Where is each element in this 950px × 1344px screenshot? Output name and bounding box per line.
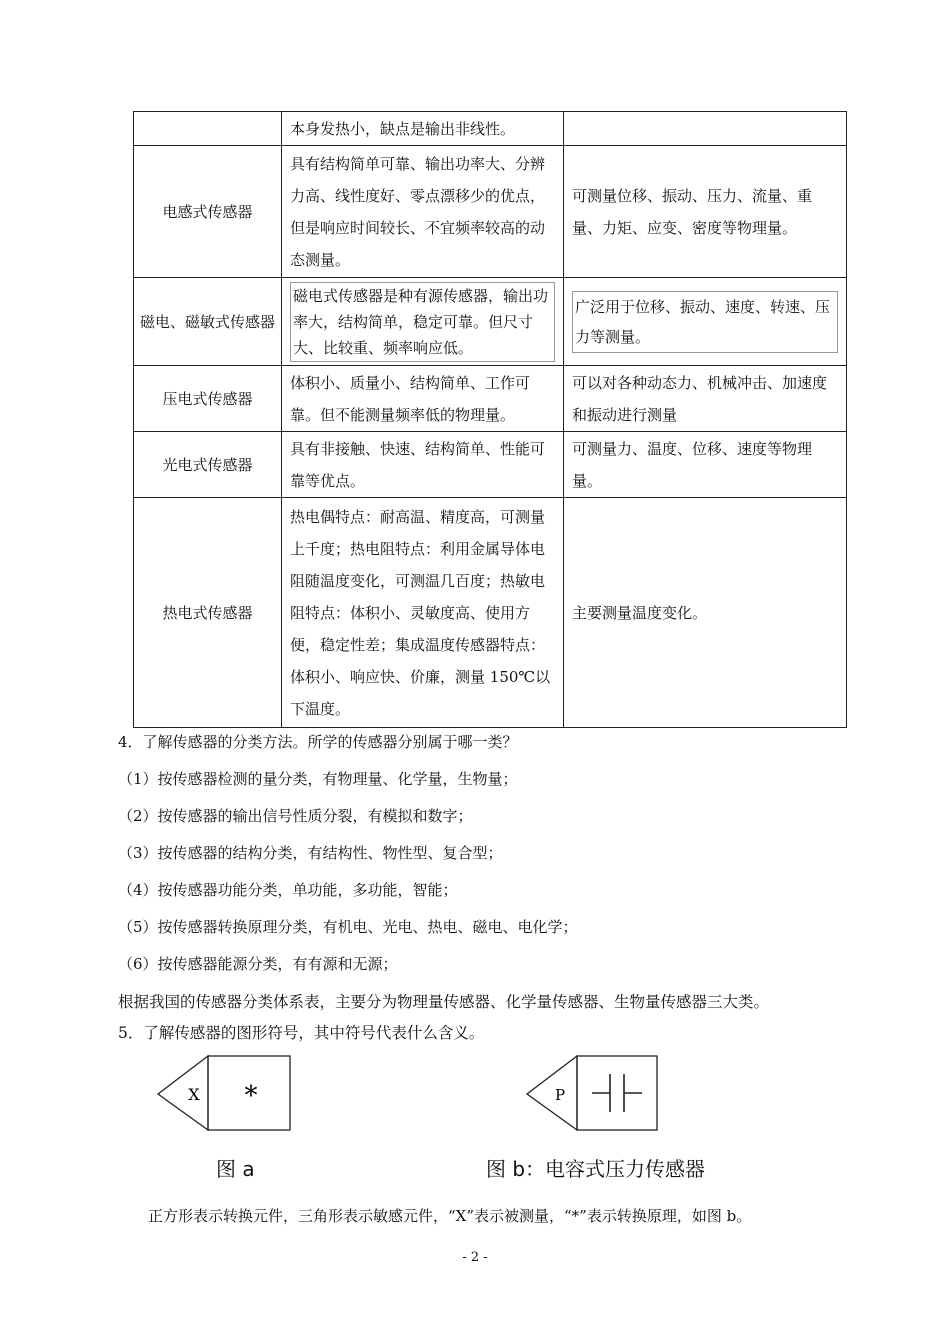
table-row bbox=[134, 112, 847, 146]
section-4-heading: 4．了解传感器的分类方法。所学的传感器分别属于哪一类？ bbox=[118, 733, 518, 751]
sensor-name-cell bbox=[134, 112, 282, 146]
use-cell: 可测量位移、振动、压力、流量、重量、力矩、应变、密度等物理量。 bbox=[564, 146, 847, 278]
use-cell: 主要测量温度变化。 bbox=[564, 498, 847, 728]
list-item: （3）按传感器的结构分类，有结构性、物性型、复合型； bbox=[118, 844, 503, 862]
use-cell: 可以对各种动态力、机械冲击、加速度和振动进行测量 bbox=[564, 366, 847, 432]
table-row bbox=[134, 146, 847, 278]
figure-b-caption: 图 b：电容式压力传感器 bbox=[486, 1157, 706, 1181]
triangle-sensitive-element bbox=[158, 1056, 208, 1130]
sensor-name-cell: 磁电、磁敏式传感器 bbox=[134, 278, 282, 366]
measured-quantity-label: X bbox=[188, 1085, 200, 1104]
use-cell bbox=[564, 112, 847, 146]
principle-label: * bbox=[244, 1081, 258, 1111]
feature-text-box: 磁电式传感器是种有源传感器，输出功率大，结构简单，稳定可靠。但尺寸大、比较重、频率响应低。 bbox=[290, 282, 555, 362]
sensor-table bbox=[133, 111, 847, 728]
square-conversion-element bbox=[577, 1056, 657, 1130]
feature-cell: 热电偶特点：耐高温、精度高，可测量上千度；热电阻特点：利用金属导体电阻随温度变化，可测温几百度；热敏电阻特点：体积小、灵敏度高、使用方便，稳定性差；集成温度传感器特点：体积小、响应快、价廉，测量 150℃以下温度。 bbox=[282, 498, 564, 728]
classification-summary: 根据我国的传感器分类体系表，主要分为物理量传感器、化学量传感器、生物量传感器三大类。 bbox=[118, 993, 770, 1011]
list-item: （4）按传感器功能分类，单功能，多功能，智能； bbox=[118, 881, 458, 899]
triangle-sensitive-element bbox=[527, 1056, 577, 1130]
list-item: （6）按传感器能源分类，有有源和无源； bbox=[118, 955, 398, 973]
page-number: - 2 - bbox=[462, 1250, 488, 1265]
list-item: （1）按传感器检测的量分类，有物理量、化学量，生物量； bbox=[118, 770, 518, 788]
feature-cell: 本身发热小，缺点是输出非线性。 bbox=[282, 112, 564, 146]
feature-cell: 具有结构简单可靠、输出功率大、分辨力高、线性度好、零点漂移少的优点，但是响应时间较长、不宜频率较高的动态测量。 bbox=[282, 146, 564, 278]
use-text-box: 广泛用于位移、振动、速度、转速、压力等测量。 bbox=[572, 291, 838, 353]
measured-quantity-label: P bbox=[554, 1086, 566, 1104]
sensor-name-cell: 电感式传感器 bbox=[134, 146, 282, 278]
table-row bbox=[134, 366, 847, 432]
section-5-heading: 5．了解传感器的图形符号，其中符号代表什么含义。 bbox=[118, 1024, 485, 1042]
capacitor-icon bbox=[592, 1074, 642, 1112]
sensor-symbol-a bbox=[150, 1050, 300, 1136]
table-row bbox=[134, 498, 847, 728]
sensor-name-cell: 光电式传感器 bbox=[134, 432, 282, 498]
figure-a-caption: 图 a bbox=[216, 1157, 255, 1181]
list-item: （2）按传感器的输出信号性质分裂，有模拟和数字； bbox=[118, 807, 473, 825]
table-row bbox=[134, 278, 847, 366]
list-item: （5）按传感器转换原理分类，有机电、光电、热电、磁电、电化学； bbox=[118, 918, 578, 936]
feature-cell: 体积小、质量小、结构简单、工作可靠。但不能测量频率低的物理量。 bbox=[282, 366, 564, 432]
feature-cell: 具有非接触、快速、结构简单、性能可靠等优点。 bbox=[282, 432, 564, 498]
sensor-name-cell: 热电式传感器 bbox=[134, 498, 282, 728]
use-cell bbox=[564, 278, 847, 366]
sensor-name-cell: 压电式传感器 bbox=[134, 366, 282, 432]
table-row bbox=[134, 432, 847, 498]
symbol-explanation: 正方形表示转换元件，三角形表示敏感元件，“X”表示被测量，“*”表示转换原理，如图 b。 bbox=[148, 1207, 752, 1225]
use-cell: 可测量力、温度、位移、速度等物理量。 bbox=[564, 432, 847, 498]
feature-cell bbox=[282, 278, 564, 366]
sensor-symbol-b bbox=[520, 1050, 665, 1136]
